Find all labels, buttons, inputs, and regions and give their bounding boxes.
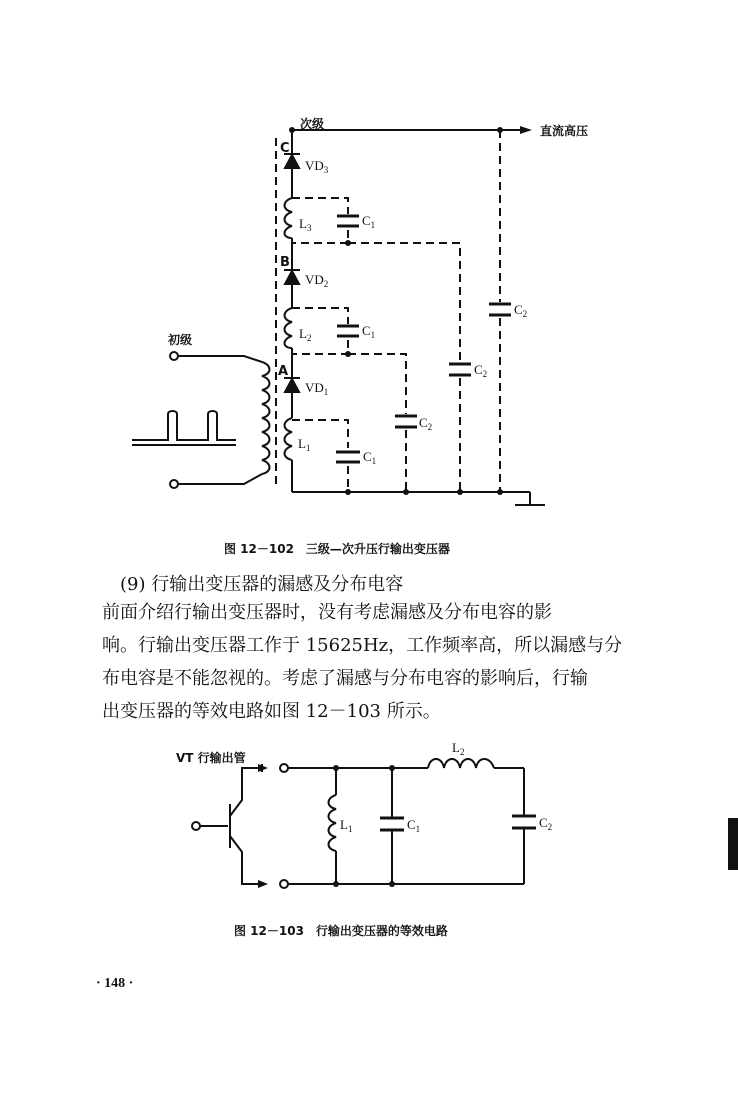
figure-12-103-caption: 图 12－103 行输出变压器的等效电路	[234, 924, 448, 938]
l1-eq-label: $L_1$	[340, 817, 353, 834]
vd1-label: $VD_1$	[305, 380, 329, 397]
capacitor-c2-a-icon	[395, 416, 417, 427]
coil-l2-icon	[285, 308, 293, 348]
c1-top-label: $C_1$	[362, 213, 376, 230]
terminal-top	[280, 764, 288, 772]
c2-c-label: $C_2$	[514, 302, 528, 319]
node-b-label: B	[280, 255, 290, 270]
c2-b-label: $C_2$	[474, 362, 488, 379]
pulse-waveform-icon	[132, 411, 236, 440]
page-number: · 148 ·	[96, 976, 134, 991]
coil-l1-icon	[285, 418, 293, 460]
capacitor-c2-c-icon	[489, 304, 511, 315]
c2-a-label: $C_2$	[419, 415, 433, 432]
coil-l2-eq-icon	[428, 759, 494, 768]
primary-label: 初级	[168, 333, 193, 347]
node-c-label: C	[280, 141, 290, 156]
c1-bot-label: $C_1$	[363, 449, 377, 466]
c1-mid-label: $C_1$	[362, 323, 376, 340]
paragraph-line: 前面介绍行输出变压器时，没有考虑漏感及分布电容的影	[102, 602, 552, 623]
primary-terminal-bottom	[170, 480, 178, 488]
figure-12-102-caption: 图 12－102 三级—次升压行输出变压器	[224, 542, 450, 556]
output-label: 直流高压	[540, 124, 589, 138]
transistor-vt-icon	[192, 764, 262, 884]
coil-l3-icon	[285, 198, 293, 238]
paragraph-line: 出变压器的等效电路如图 12－103 所示。	[102, 701, 441, 722]
c2-eq-label: $C_2$	[539, 815, 553, 832]
l3-label: $L_3$	[299, 216, 312, 233]
paragraph-line: 布电容是不能忽视的。考虑了漏感与分布电容的影响后，行输	[102, 668, 588, 689]
vd3-label: $VD_3$	[305, 158, 329, 175]
l2-label: $L_2$	[299, 326, 312, 343]
capacitor-c1-eq-icon	[380, 818, 404, 830]
section-heading: (9) 行输出变压器的漏感及分布电容	[120, 574, 404, 595]
node-a-label: A	[278, 364, 289, 379]
l1-label: $L_1$	[298, 436, 311, 453]
capacitor-c1-mid-icon	[337, 326, 359, 336]
vt-label: VT 行输出管	[176, 751, 246, 765]
paragraph-line: 响。行输出变压器工作于 15625Hz，工作频率高，所以漏感与分	[102, 635, 623, 656]
primary-terminal-top	[170, 352, 178, 360]
vd2-label: $VD_2$	[305, 272, 329, 289]
primary-coil-icon	[262, 362, 270, 474]
secondary-label: 次级	[300, 117, 325, 131]
page-edge-mark	[728, 818, 738, 870]
capacitor-c2-eq-icon	[512, 816, 536, 828]
coil-l1-eq-icon	[329, 795, 337, 851]
c1-eq-label: $C_1$	[407, 817, 421, 834]
capacitor-c1-top-icon	[337, 216, 359, 226]
capacitor-c2-b-icon	[449, 364, 471, 375]
capacitor-c1-bot-icon	[336, 452, 360, 462]
body-paragraph	[102, 596, 662, 728]
l2-eq-label: $L_2$	[452, 740, 465, 757]
terminal-bottom	[280, 880, 288, 888]
